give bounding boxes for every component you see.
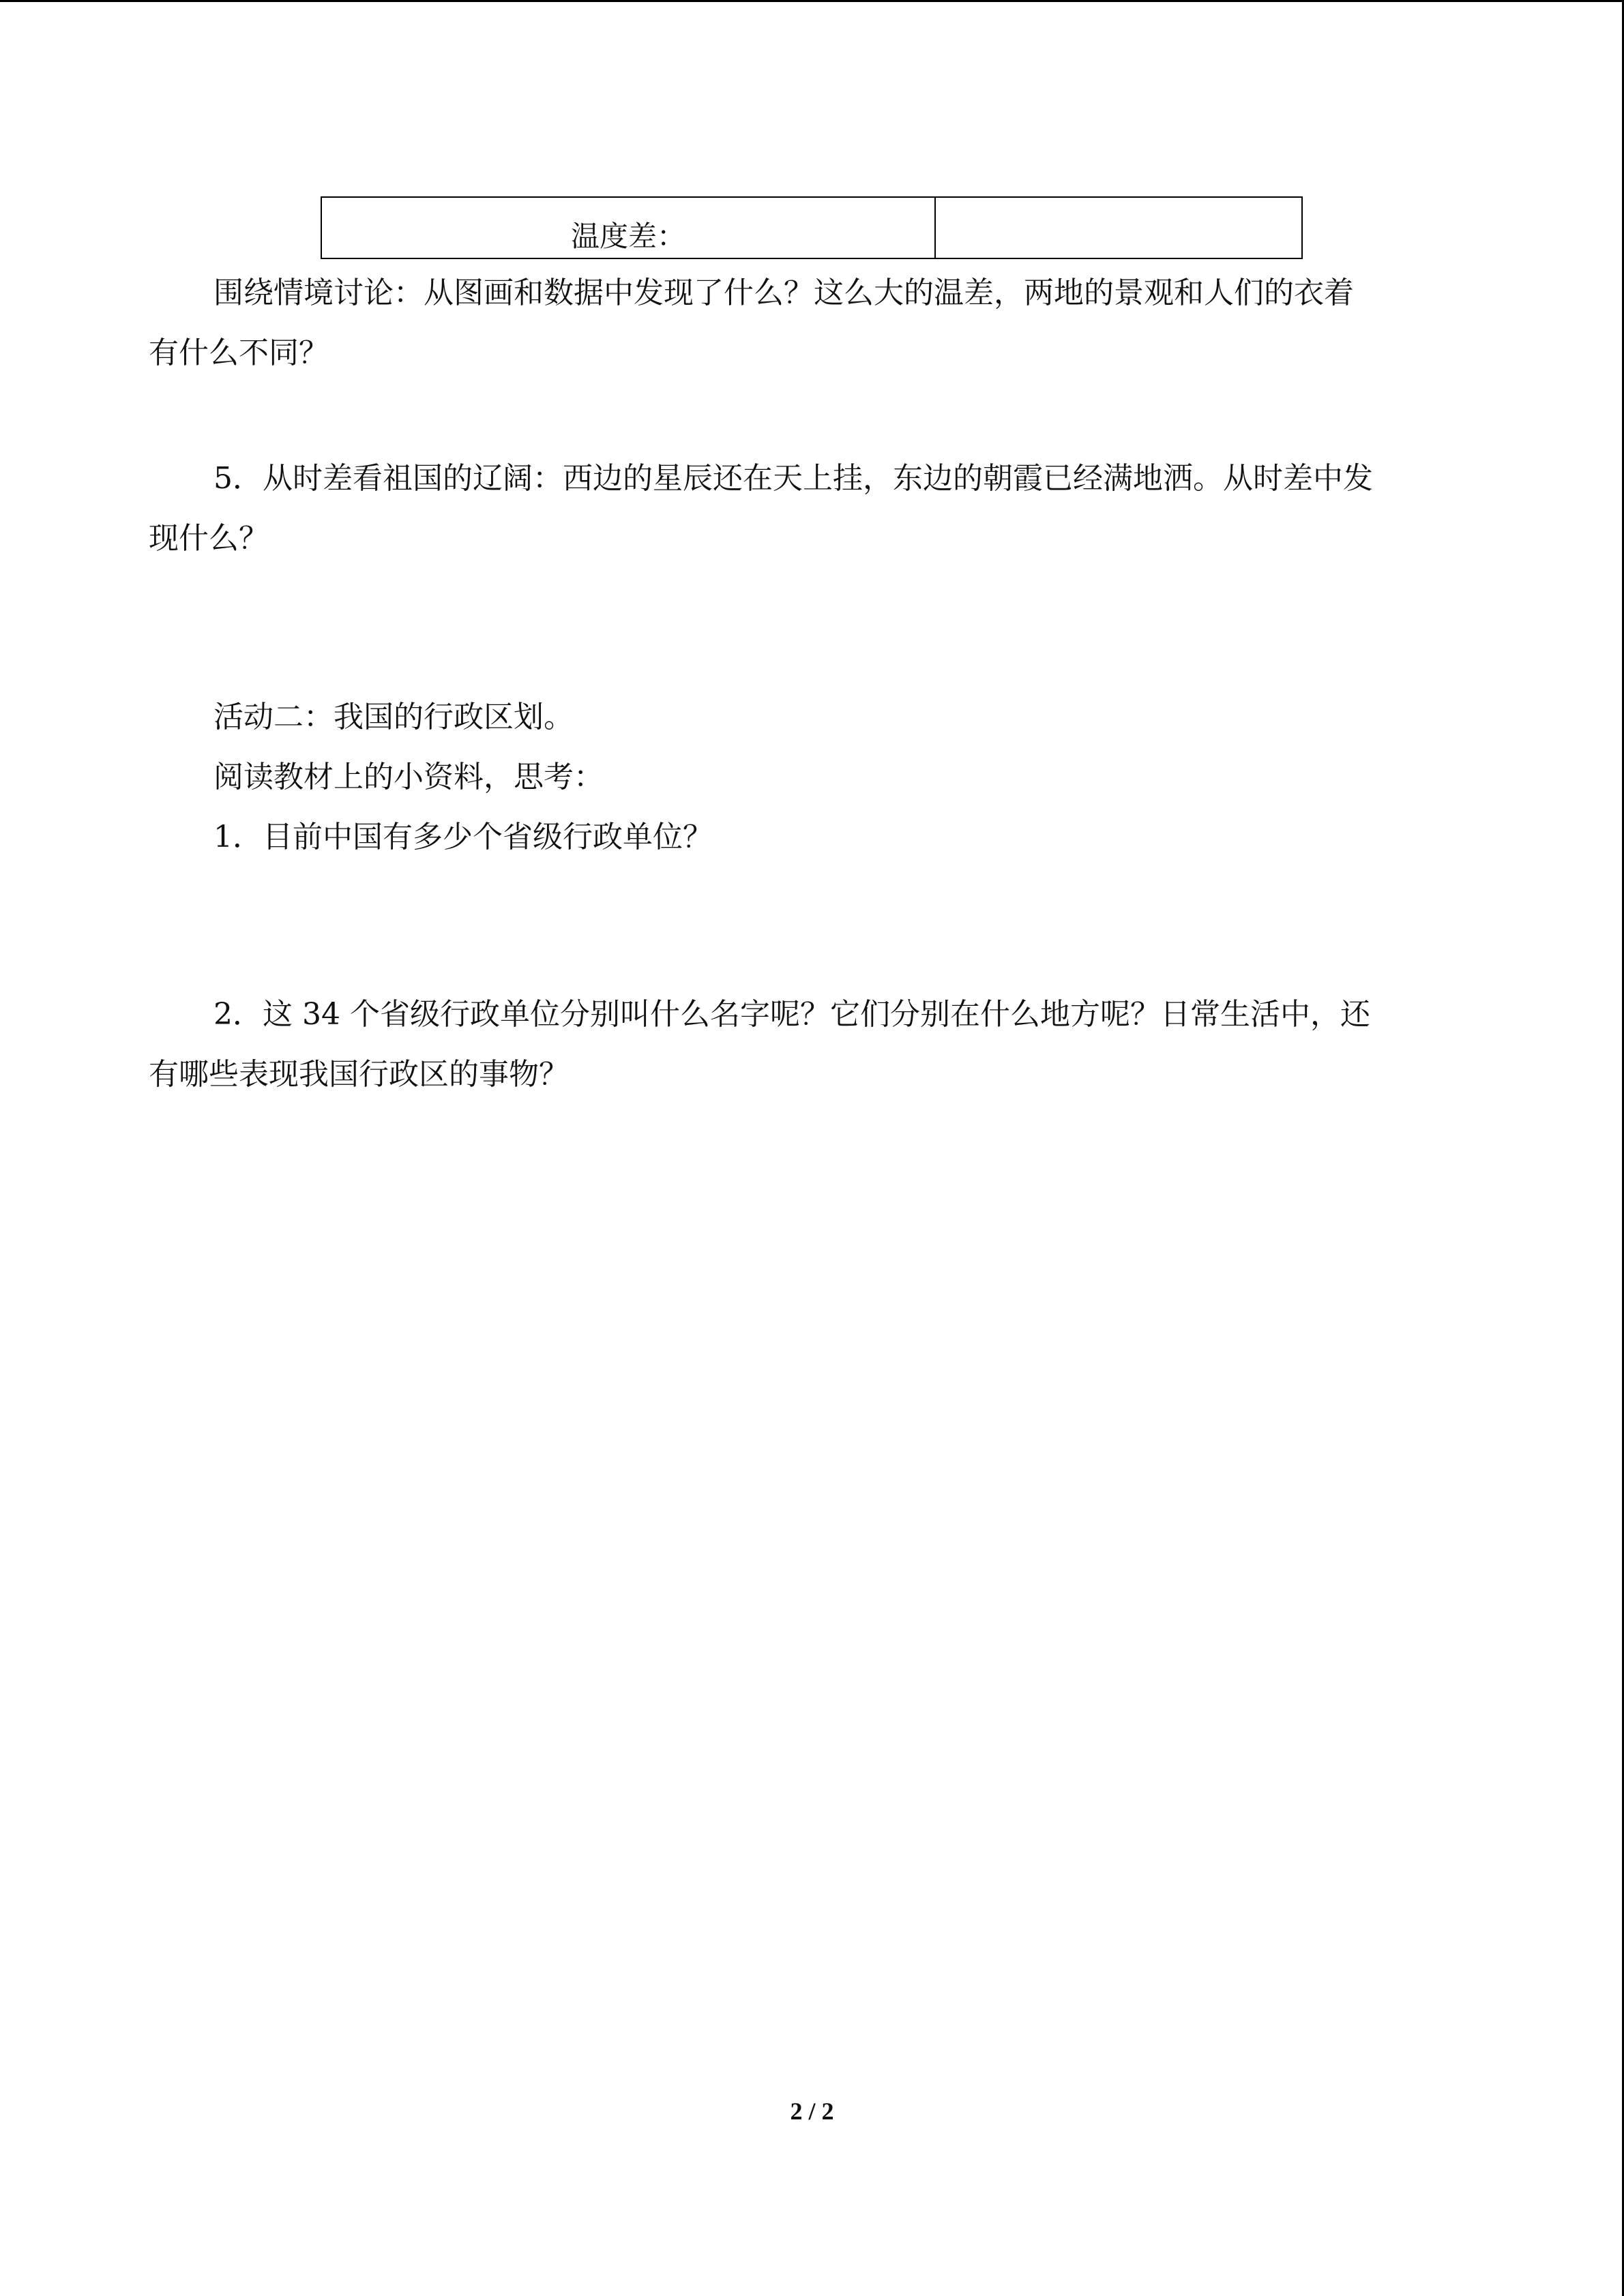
discussion-paragraph-line2: 有什么不同？ [149, 336, 329, 370]
page-number: 2 / 2 [790, 2098, 834, 2125]
page-border-top [0, 0, 1624, 2]
table-cell-answer [936, 198, 1301, 258]
reading-prompt: 阅读教材上的小资料，思考： [213, 760, 604, 794]
discussion-paragraph-line1: 围绕情境讨论：从图画和数据中发现了什么？这么大的温差，两地的景观和人们的衣着 [213, 275, 1354, 310]
activity-two-title: 活动二：我国的行政区划。 [213, 700, 574, 734]
time-difference-question-line2: 现什么？ [149, 521, 269, 556]
time-difference-question-line1: 5．从时差看祖国的辽阔：西边的星辰还在天上挂，东边的朝霞已经满地洒。从时差中发 [213, 461, 1373, 496]
question-2-line2: 有哪些表现我国行政区的事物？ [149, 1057, 569, 1092]
question-1: 1．目前中国有多少个省级行政单位？ [213, 820, 713, 854]
temperature-table [321, 196, 1303, 259]
question-2-line1: 2．这 34 个省级行政单位分别叫什么名字呢？它们分别在什么地方呢？日常生活中，还 [213, 997, 1370, 1032]
table-cell-label: 温度差： [322, 198, 936, 258]
